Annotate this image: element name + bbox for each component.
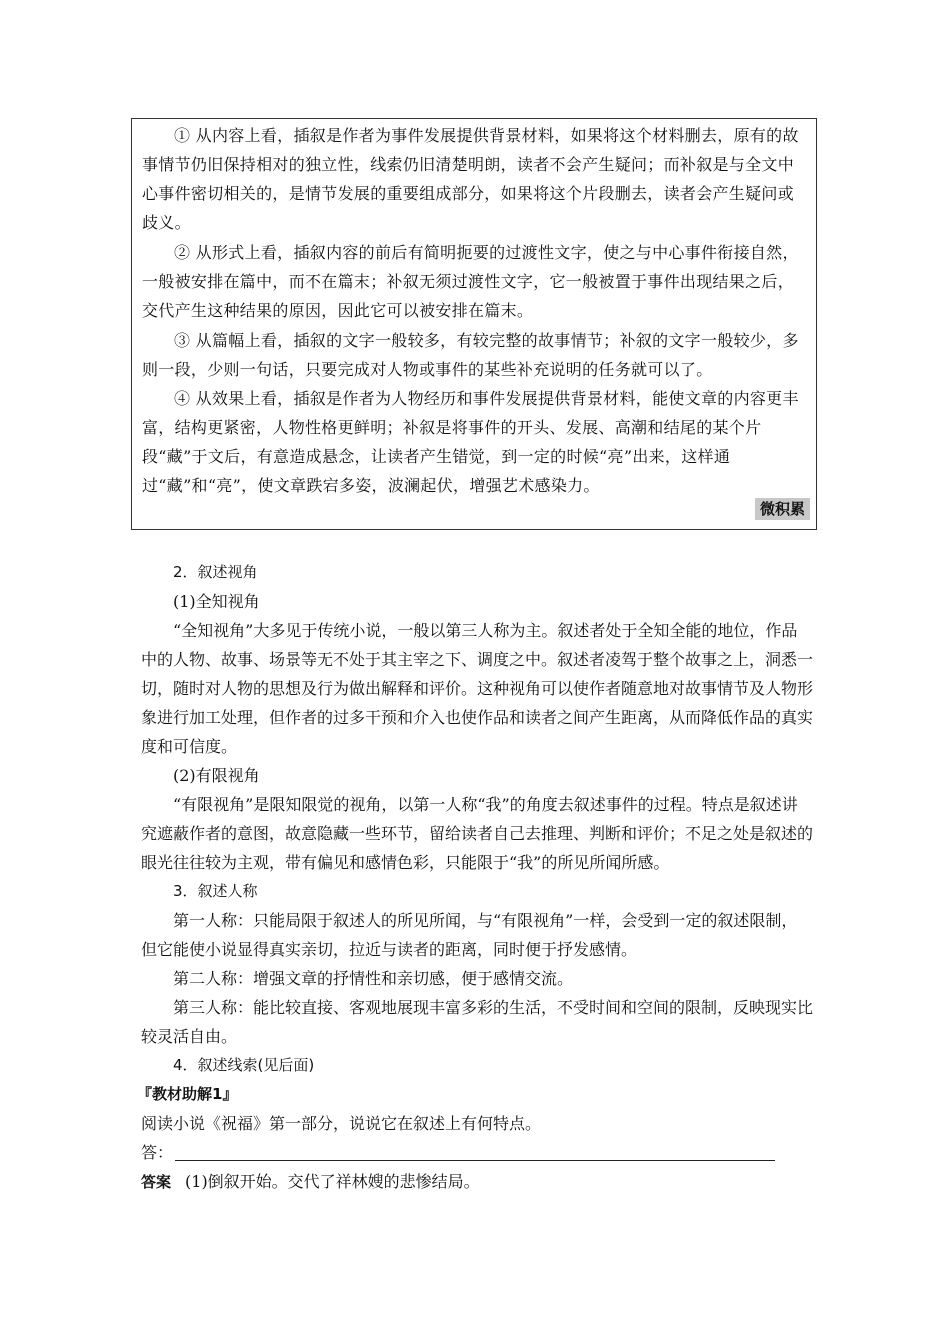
section-heading-3: 3．叙述人称 [173, 882, 258, 900]
paragraph-omniscient: “全知视角”大多见于传统小说，一般以第三人称为主。叙述者处于全知全能的地位，作品中的人物、故事、场景等无不处于其主宰之下、调度之中。叙述者凌驾于整个故事之上，洞悉一切，随时对人物的思想及行为做出解释和评价。这种视角可以使作者随意地对故事情节及人物形象进行加工处理，但作者的过多干预和介入也使作品和读者之间产生距离，从而降低作品的真实度和可信度。 [141, 621, 814, 756]
section-heading-4: 4．叙述线索(见后面) [173, 1056, 315, 1074]
answer-text: (1)倒叙开始。交代了祥林嫂的悲惨结局。 [185, 1172, 480, 1191]
note-paragraph-2: ② 从形式上看，插叙内容的前后有简明扼要的过渡性文字，使之与中心事件衔接自然，一般被安排在篇中，而不在篇末；补叙无须过渡性文字，它一般被置于事件出现结果之后，交代产生这种结果的原因，因此它可以被安排在篇末。 [142, 243, 799, 320]
answer-row [141, 1167, 813, 1197]
paragraph-second-person: 第二人称：增强文章的抒情性和亲切感，便于感情交流。 [173, 969, 574, 988]
paragraph-limited: “有限视角”是限知限觉的视角，以第一人称“我”的角度去叙述事件的过程。特点是叙述讲究遮蔽作者的意图，故意隐藏一些环节，留给读者自己去推理、判断和评价；不足之处是叙述的眼光往往较为主观，带有偏见和感情色彩，只能限于“我”的所见所闻所感。 [141, 795, 814, 872]
subheading-limited: (2)有限视角 [173, 766, 260, 785]
answer-prompt: 答： [141, 1143, 174, 1162]
note-paragraph-4: ④ 从效果上看，插叙是作者为人物经历和事件发展提供背景材料，能使文章的内容更丰富，结构更紧密，人物性格更鲜明；补叙是将事件的开头、发展、高潮和结尾的某个片段“藏”于文后，有意造成悬念，让读者产生错觉，到一定的时候“亮”出来，这样通过“藏”和“亮”，使文章跌宕多姿，波澜起伏，增强艺术感染力。 [142, 389, 799, 495]
main-content [137, 558, 814, 1197]
answer-line [141, 1138, 813, 1167]
paragraph-first-person: 第一人称：只能局限于叙述人的所见所闻，与“有限视角”一样，会受到一定的叙述限制，但它能使小说显得真实亲切，拉近与读者的距离，同时便于抒发感情。 [141, 911, 798, 959]
section-heading-2: 2．叙述视角 [173, 563, 258, 581]
note-tag: 微积累 [755, 498, 810, 520]
note-paragraph-1: ① 从内容上看，插叙是作者为事件发展提供背景材料，如果将这个材料删去，原有的故事情节仍旧保持相对的独立性，线索仍旧清楚明朗，读者不会产生疑问；而补叙是与全文中心事件密切相关的，是情节发展的重要组成部分，如果将这个片段删去，读者会产生疑问或歧义。 [142, 126, 799, 232]
question-text: 阅读小说《祝福》第一部分，说说它在叙述上有何特点。 [141, 1114, 542, 1133]
answer-blank[interactable] [175, 1140, 775, 1161]
subheading-omniscient: (1)全知视角 [173, 592, 260, 611]
paragraph-third-person: 第三人称：能比较直接、客观地展现丰富多彩的生活，不受时间和空间的限制，反映现实比较灵活自由。 [141, 998, 814, 1046]
note-paragraph-3: ③ 从篇幅上看，插叙的文字一般较多，有较完整的故事情节；补叙的文字一般较少，多则一段，少则一句话，只要完成对人物或事件的某些补充说明的任务就可以了。 [142, 331, 799, 379]
note-box [131, 118, 817, 530]
textbook-help-label: 『教材助解1』 [137, 1085, 238, 1103]
answer-label: 答案 [141, 1173, 172, 1191]
